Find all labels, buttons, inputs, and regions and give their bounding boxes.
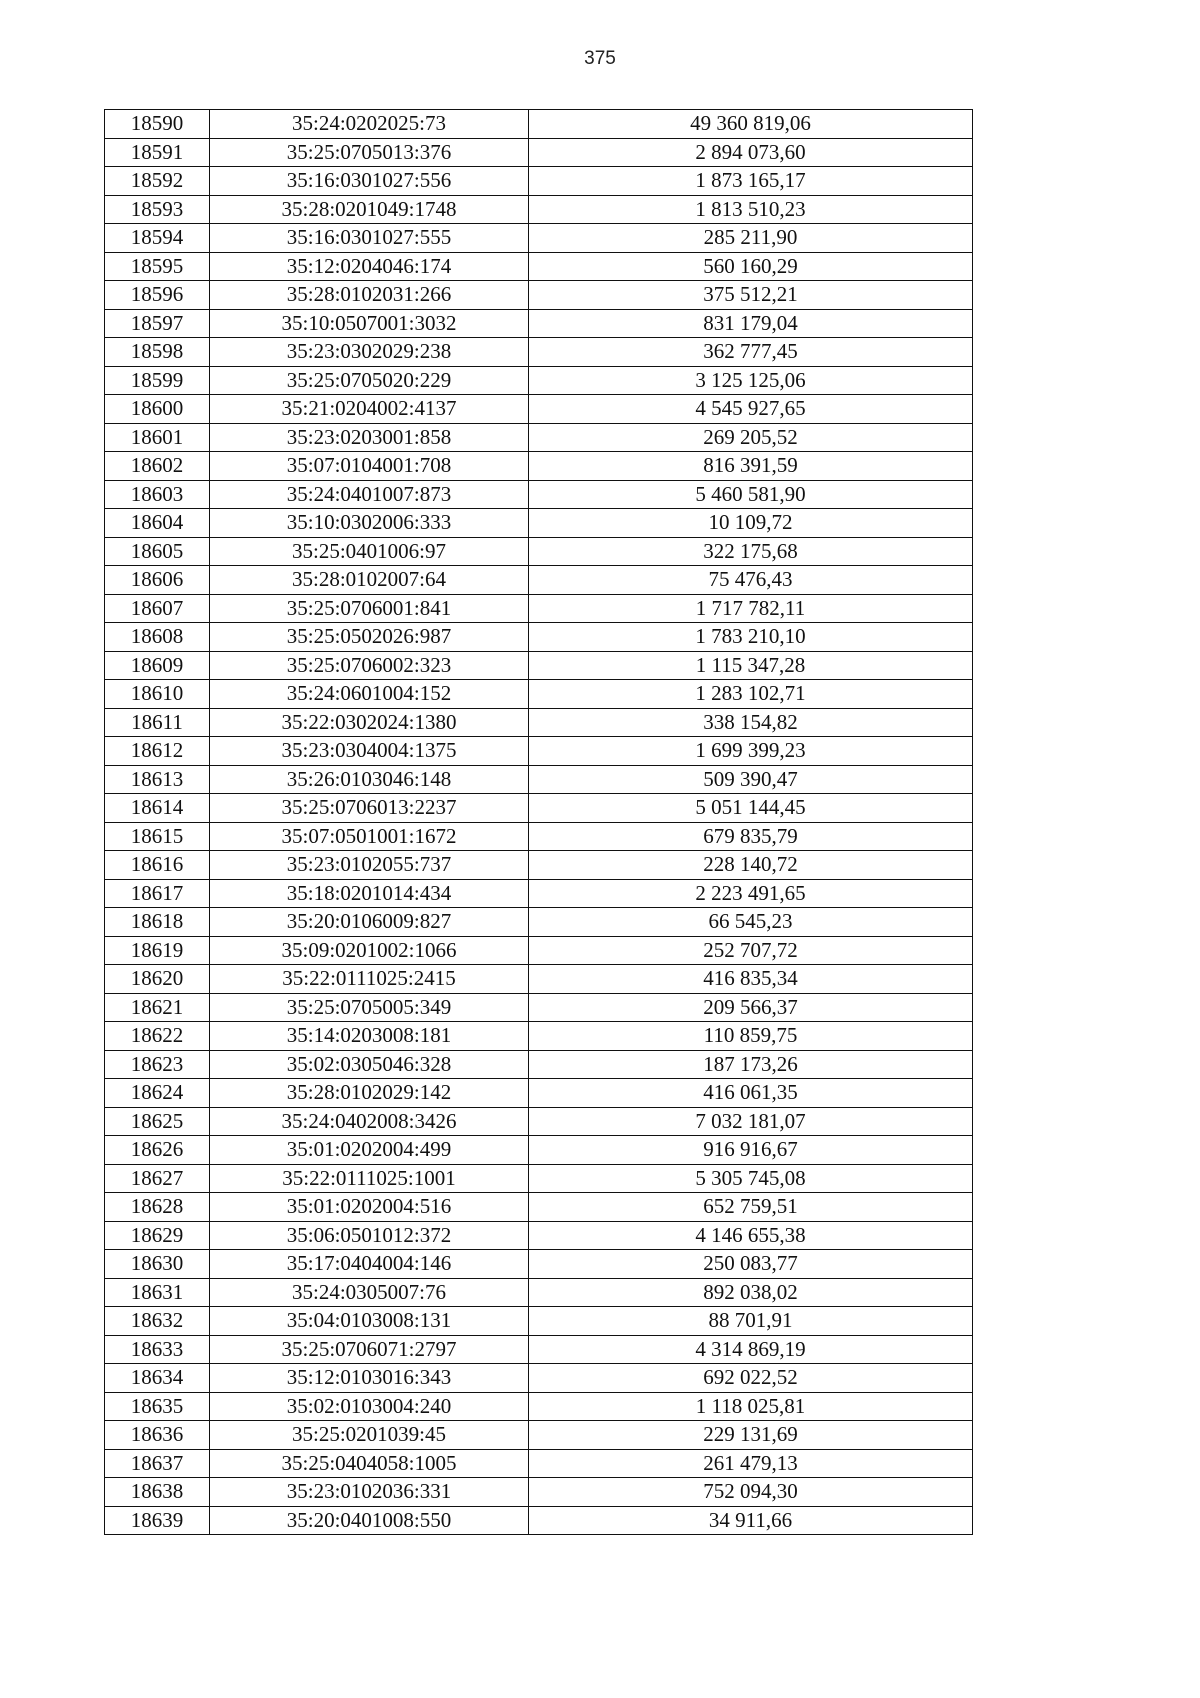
cadastral-value-cell: 110 859,75 [529,1022,973,1051]
table-row [105,509,973,538]
cadastral-number-cell: 35:02:0305046:328 [210,1050,529,1079]
table-row [105,765,973,794]
table-row [105,366,973,395]
cadastral-number-cell: 35:07:0501001:1672 [210,822,529,851]
row-number-cell: 18634 [105,1364,210,1393]
table-row [105,1506,973,1535]
row-number-cell: 18636 [105,1421,210,1450]
table-row [105,1335,973,1364]
table-row [105,908,973,937]
row-number-cell: 18600 [105,395,210,424]
row-number-cell: 18622 [105,1022,210,1051]
row-number-cell: 18596 [105,281,210,310]
table-row [105,1421,973,1450]
table-row [105,794,973,823]
cadastral-value-cell: 1 717 782,11 [529,594,973,623]
cadastral-number-cell: 35:02:0103004:240 [210,1392,529,1421]
row-number-cell: 18631 [105,1278,210,1307]
row-number-cell: 18639 [105,1506,210,1535]
cadastral-value-cell: 560 160,29 [529,252,973,281]
cadastral-value-cell: 375 512,21 [529,281,973,310]
cadastral-number-cell: 35:28:0102031:266 [210,281,529,310]
cadastral-value-cell: 692 022,52 [529,1364,973,1393]
row-number-cell: 18591 [105,138,210,167]
cadastral-number-cell: 35:23:0304004:1375 [210,737,529,766]
cadastral-number-cell: 35:22:0111025:1001 [210,1164,529,1193]
cadastral-number-cell: 35:25:0706071:2797 [210,1335,529,1364]
cadastral-number-cell: 35:25:0705020:229 [210,366,529,395]
cadastral-number-cell: 35:25:0706002:323 [210,651,529,680]
cadastral-value-cell: 3 125 125,06 [529,366,973,395]
table-row [105,281,973,310]
table-row [105,110,973,139]
cadastral-number-cell: 35:25:0705005:349 [210,993,529,1022]
row-number-cell: 18597 [105,309,210,338]
cadastral-number-cell: 35:24:0305007:76 [210,1278,529,1307]
table-row [105,737,973,766]
cadastral-value-cell: 1 813 510,23 [529,195,973,224]
cadastral-value-cell: 322 175,68 [529,537,973,566]
table-row [105,252,973,281]
cadastral-value-cell: 250 083,77 [529,1250,973,1279]
table-row [105,1022,973,1051]
table-row [105,480,973,509]
cadastral-number-cell: 35:24:0202025:73 [210,110,529,139]
cadastral-value-cell: 892 038,02 [529,1278,973,1307]
table-row [105,1392,973,1421]
table-row [105,680,973,709]
row-number-cell: 18608 [105,623,210,652]
table-row [105,452,973,481]
cadastral-value-cell: 1 783 210,10 [529,623,973,652]
cadastral-value-cell: 831 179,04 [529,309,973,338]
cadastral-number-cell: 35:12:0204046:174 [210,252,529,281]
table-row [105,993,973,1022]
table-row [105,1250,973,1279]
cadastral-number-cell: 35:23:0102055:737 [210,851,529,880]
cadastral-value-cell: 2 894 073,60 [529,138,973,167]
row-number-cell: 18617 [105,879,210,908]
cadastral-value-cell: 1 283 102,71 [529,680,973,709]
row-number-cell: 18635 [105,1392,210,1421]
cadastral-number-cell: 35:25:0201039:45 [210,1421,529,1450]
page-number: 375 [584,48,616,69]
row-number-cell: 18607 [105,594,210,623]
row-number-cell: 18612 [105,737,210,766]
row-number-cell: 18630 [105,1250,210,1279]
cadastral-number-cell: 35:16:0301027:555 [210,224,529,253]
cadastral-number-cell: 35:25:0705013:376 [210,138,529,167]
row-number-cell: 18610 [105,680,210,709]
table-row [105,1050,973,1079]
row-number-cell: 18616 [105,851,210,880]
cadastral-value-cell: 338 154,82 [529,708,973,737]
cadastral-value-cell: 416 061,35 [529,1079,973,1108]
row-number-cell: 18595 [105,252,210,281]
cadastral-number-cell: 35:06:0501012:372 [210,1221,529,1250]
cadastral-number-cell: 35:24:0601004:152 [210,680,529,709]
row-number-cell: 18619 [105,936,210,965]
table-row [105,1079,973,1108]
cadastral-number-cell: 35:26:0103046:148 [210,765,529,794]
table-row [105,623,973,652]
cadastral-value-cell: 209 566,37 [529,993,973,1022]
table-row [105,1107,973,1136]
cadastral-value-cell: 88 701,91 [529,1307,973,1336]
row-number-cell: 18609 [105,651,210,680]
cadastral-value-cell: 7 032 181,07 [529,1107,973,1136]
table-row [105,338,973,367]
row-number-cell: 18629 [105,1221,210,1250]
cadastral-value-cell: 5 305 745,08 [529,1164,973,1193]
table-row [105,1478,973,1507]
cadastral-value-cell: 362 777,45 [529,338,973,367]
cadastral-value-cell: 1 115 347,28 [529,651,973,680]
cadastral-value-cell: 269 205,52 [529,423,973,452]
cadastral-value-table [104,109,973,1535]
cadastral-number-cell: 35:09:0201002:1066 [210,936,529,965]
row-number-cell: 18633 [105,1335,210,1364]
cadastral-number-cell: 35:23:0302029:238 [210,338,529,367]
row-number-cell: 18625 [105,1107,210,1136]
row-number-cell: 18624 [105,1079,210,1108]
table-row [105,1164,973,1193]
table-row [105,1307,973,1336]
cadastral-value-cell: 5 460 581,90 [529,480,973,509]
cadastral-number-cell: 35:20:0106009:827 [210,908,529,937]
cadastral-value-cell: 1 118 025,81 [529,1392,973,1421]
cadastral-number-cell: 35:25:0502026:987 [210,623,529,652]
table-body [105,110,973,1535]
cadastral-value-cell: 49 360 819,06 [529,110,973,139]
table-row [105,1193,973,1222]
cadastral-value-cell: 816 391,59 [529,452,973,481]
table-row [105,138,973,167]
cadastral-number-cell: 35:20:0401008:550 [210,1506,529,1535]
cadastral-number-cell: 35:23:0203001:858 [210,423,529,452]
table-row [105,708,973,737]
cadastral-value-cell: 916 916,67 [529,1136,973,1165]
cadastral-number-cell: 35:12:0103016:343 [210,1364,529,1393]
cadastral-number-cell: 35:28:0102029:142 [210,1079,529,1108]
cadastral-number-cell: 35:24:0401007:873 [210,480,529,509]
row-number-cell: 18623 [105,1050,210,1079]
table-row [105,1449,973,1478]
table-row [105,395,973,424]
table-row [105,423,973,452]
row-number-cell: 18604 [105,509,210,538]
cadastral-number-cell: 35:22:0111025:2415 [210,965,529,994]
row-number-cell: 18602 [105,452,210,481]
table-row [105,936,973,965]
table-row [105,965,973,994]
table-row [105,537,973,566]
cadastral-number-cell: 35:07:0104001:708 [210,452,529,481]
cadastral-number-cell: 35:16:0301027:556 [210,167,529,196]
row-number-cell: 18637 [105,1449,210,1478]
table-row [105,167,973,196]
row-number-cell: 18598 [105,338,210,367]
cadastral-number-cell: 35:24:0402008:3426 [210,1107,529,1136]
row-number-cell: 18605 [105,537,210,566]
cadastral-value-cell: 4 146 655,38 [529,1221,973,1250]
cadastral-number-cell: 35:14:0203008:181 [210,1022,529,1051]
cadastral-number-cell: 35:22:0302024:1380 [210,708,529,737]
row-number-cell: 18614 [105,794,210,823]
table-row [105,879,973,908]
cadastral-value-cell: 1 873 165,17 [529,167,973,196]
row-number-cell: 18601 [105,423,210,452]
cadastral-number-cell: 35:04:0103008:131 [210,1307,529,1336]
cadastral-number-cell: 35:25:0706001:841 [210,594,529,623]
cadastral-value-cell: 4 545 927,65 [529,395,973,424]
row-number-cell: 18599 [105,366,210,395]
row-number-cell: 18594 [105,224,210,253]
cadastral-value-cell: 5 051 144,45 [529,794,973,823]
cadastral-value-cell: 10 109,72 [529,509,973,538]
table-row [105,851,973,880]
table-row [105,1221,973,1250]
cadastral-number-cell: 35:23:0102036:331 [210,1478,529,1507]
table-row [105,1364,973,1393]
cadastral-number-cell: 35:28:0201049:1748 [210,195,529,224]
cadastral-value-cell: 1 699 399,23 [529,737,973,766]
row-number-cell: 18592 [105,167,210,196]
row-number-cell: 18613 [105,765,210,794]
cadastral-number-cell: 35:01:0202004:516 [210,1193,529,1222]
row-number-cell: 18606 [105,566,210,595]
cadastral-number-cell: 35:25:0706013:2237 [210,794,529,823]
cadastral-value-cell: 261 479,13 [529,1449,973,1478]
row-number-cell: 18618 [105,908,210,937]
cadastral-number-cell: 35:18:0201014:434 [210,879,529,908]
cadastral-value-cell: 285 211,90 [529,224,973,253]
table-row [105,594,973,623]
cadastral-number-cell: 35:01:0202004:499 [210,1136,529,1165]
cadastral-value-cell: 509 390,47 [529,765,973,794]
cadastral-value-cell: 187 173,26 [529,1050,973,1079]
row-number-cell: 18611 [105,708,210,737]
cadastral-value-cell: 228 140,72 [529,851,973,880]
table-row [105,195,973,224]
row-number-cell: 18590 [105,110,210,139]
row-number-cell: 18620 [105,965,210,994]
cadastral-number-cell: 35:25:0404058:1005 [210,1449,529,1478]
row-number-cell: 18615 [105,822,210,851]
row-number-cell: 18638 [105,1478,210,1507]
row-number-cell: 18628 [105,1193,210,1222]
cadastral-number-cell: 35:25:0401006:97 [210,537,529,566]
table-row [105,566,973,595]
cadastral-number-cell: 35:21:0204002:4137 [210,395,529,424]
cadastral-number-cell: 35:17:0404004:146 [210,1250,529,1279]
row-number-cell: 18621 [105,993,210,1022]
table-row [105,822,973,851]
cadastral-value-cell: 75 476,43 [529,566,973,595]
table-row [105,224,973,253]
row-number-cell: 18603 [105,480,210,509]
table-row [105,309,973,338]
cadastral-value-cell: 66 545,23 [529,908,973,937]
cadastral-value-cell: 229 131,69 [529,1421,973,1450]
table-row [105,1136,973,1165]
table-row [105,651,973,680]
cadastral-value-cell: 416 835,34 [529,965,973,994]
cadastral-number-cell: 35:10:0507001:3032 [210,309,529,338]
cadastral-value-cell: 2 223 491,65 [529,879,973,908]
cadastral-value-cell: 652 759,51 [529,1193,973,1222]
row-number-cell: 18593 [105,195,210,224]
table-row [105,1278,973,1307]
cadastral-number-cell: 35:10:0302006:333 [210,509,529,538]
cadastral-value-cell: 4 314 869,19 [529,1335,973,1364]
cadastral-value-cell: 34 911,66 [529,1506,973,1535]
cadastral-value-cell: 752 094,30 [529,1478,973,1507]
row-number-cell: 18632 [105,1307,210,1336]
row-number-cell: 18627 [105,1164,210,1193]
row-number-cell: 18626 [105,1136,210,1165]
cadastral-number-cell: 35:28:0102007:64 [210,566,529,595]
cadastral-value-cell: 679 835,79 [529,822,973,851]
cadastral-value-cell: 252 707,72 [529,936,973,965]
